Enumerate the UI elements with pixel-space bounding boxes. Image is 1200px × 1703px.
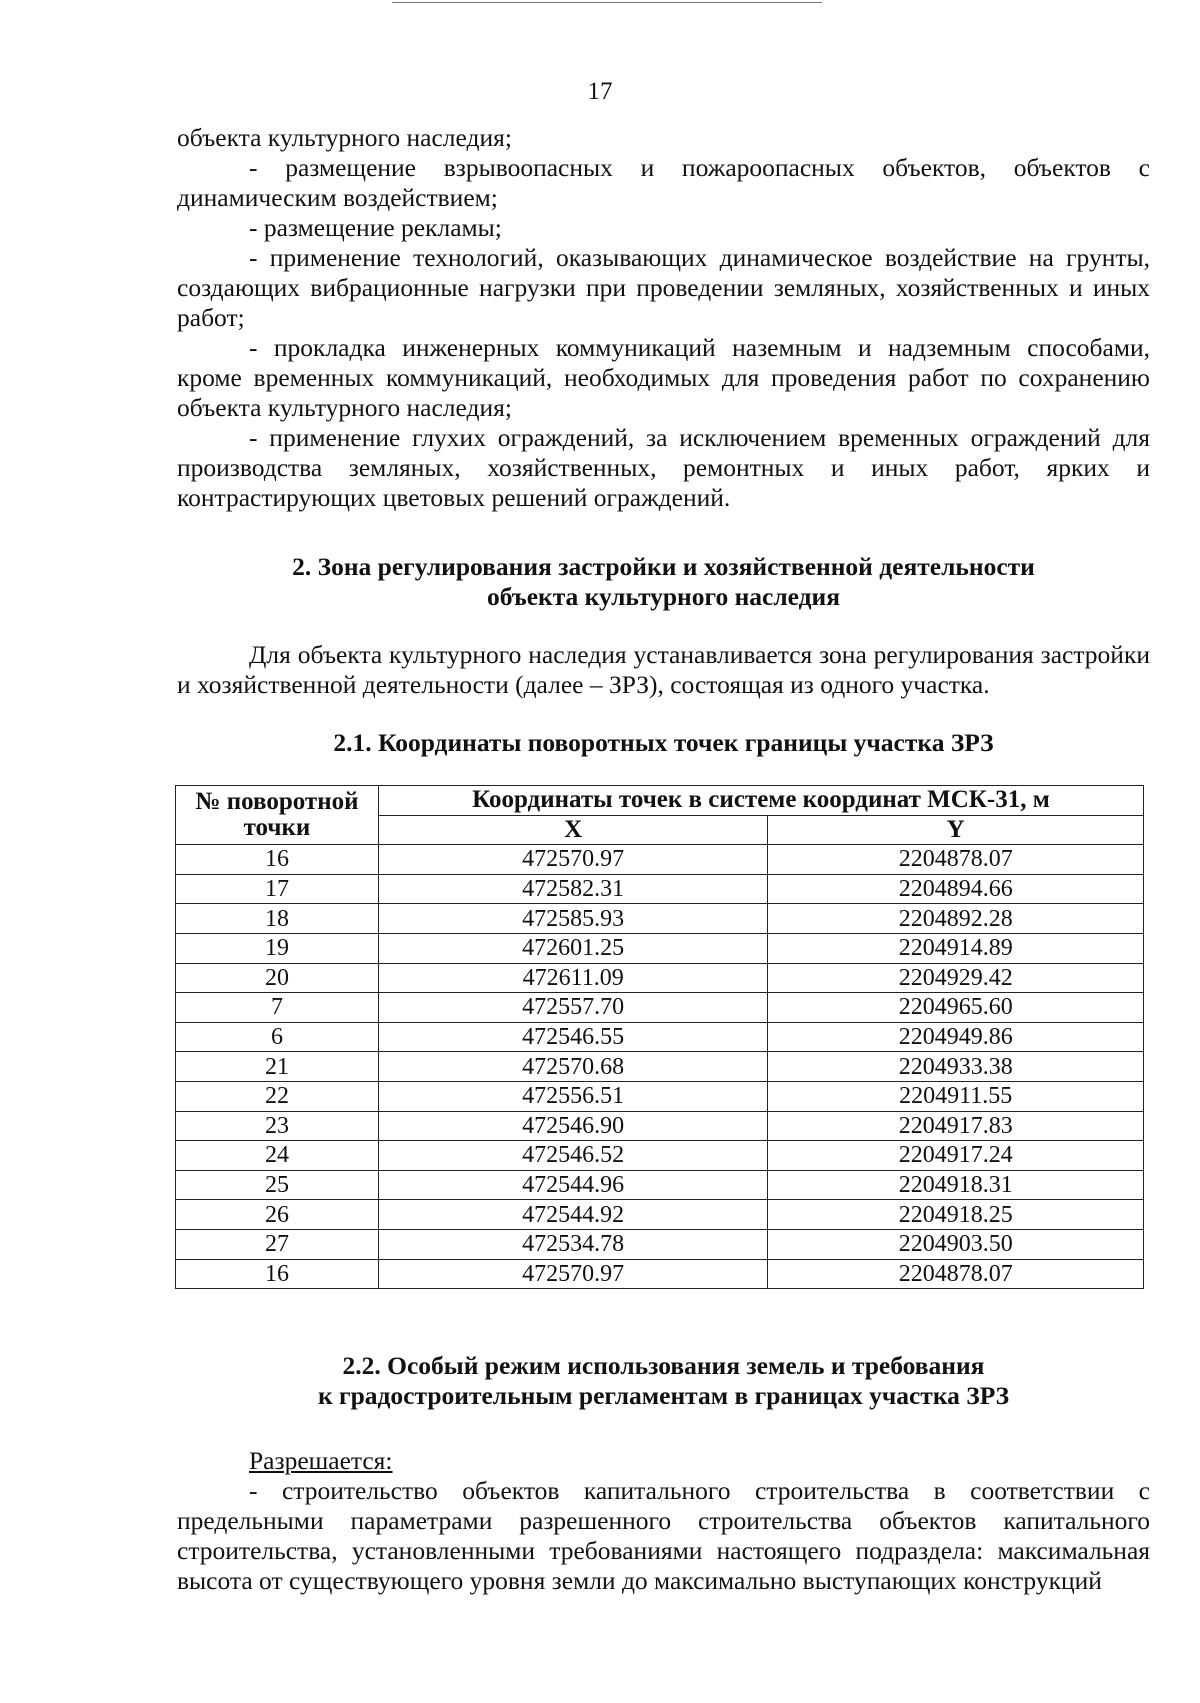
y-cell: 2204917.24 [768,1141,1144,1171]
x-cell: 472546.55 [378,1022,768,1052]
x-cell: 472570.97 [378,1259,768,1289]
allowed-label: Разрешается: [249,1446,393,1475]
section2-intro-block [177,640,1150,700]
point-cell: 19 [176,933,379,963]
header-point-number: № поворотной точки [176,786,379,845]
table-row [176,1022,1144,1052]
point-cell: 24 [176,1141,379,1171]
x-cell: 472585.93 [378,904,768,934]
table-row [176,1052,1144,1082]
table-row [176,963,1144,993]
y-cell: 2204929.42 [768,963,1144,993]
section2-2-heading-line1: 2.2. Особый режим использования земель и требования [342,1351,985,1380]
table-row [176,1081,1144,1111]
header-x: X [378,815,768,845]
point-cell: 7 [176,993,379,1023]
table-row [176,904,1144,934]
y-cell: 2204918.25 [768,1200,1144,1230]
section1-tail [177,123,1150,513]
section2-intro: Для объекта культурного наследия устанавливается зона регулирования застройки и хозяйственной деятельности (далее – ЗРЗ), состоящая из одного участка. [177,640,1150,699]
paragraph: - прокладка инженерных коммуникаций наземным и надземным способами, кроме временных коммуникаций, необходимых для проведения работ по сохранению объекта культурного наследия; [177,333,1150,422]
section2-heading-line1: 2. Зона регулирования застройки и хозяйственной деятельности [292,552,1035,581]
x-cell: 472611.09 [378,963,768,993]
y-cell: 2204892.28 [768,904,1144,934]
point-cell: 25 [176,1170,379,1200]
x-cell: 472570.97 [378,845,768,875]
header-coordinates: Координаты точек в системе координат МСК-31, м [378,786,1143,816]
x-cell: 472601.25 [378,933,768,963]
paragraph: объекта культурного наследия; [177,123,512,152]
y-cell: 2204965.60 [768,993,1144,1023]
paragraph: - размещение рекламы; [249,213,502,242]
table-row [176,1170,1144,1200]
y-cell: 2204894.66 [768,874,1144,904]
table-row [176,874,1144,904]
x-cell: 472582.31 [378,874,768,904]
point-cell: 17 [176,874,379,904]
paragraph: - применение технологий, оказывающих динамическое воздействие на грунты, создающих вибрационные нагрузки при проведении земляных, хозяйственных и иных работ; [177,243,1150,332]
y-cell: 2204918.31 [768,1170,1144,1200]
y-cell: 2204949.86 [768,1022,1144,1052]
top-scan-rule [392,2,822,3]
point-cell: 27 [176,1229,379,1259]
x-cell: 472544.96 [378,1170,768,1200]
point-cell: 26 [176,1200,379,1230]
allowed-paragraph [177,1446,1150,1476]
coordinates-table [175,785,1144,1289]
point-cell: 21 [176,1052,379,1082]
allowed-item: - строительство объектов капитального строительства в соответствии с предельными параметрами разрешенного строительства объектов капитального строительства, установленными требованиями настоящего подраздела: максимальная высота от существующего уровня земли до максимально выступающих конструкций [177,1476,1150,1595]
page-number: 17 [587,78,613,105]
table-header-row [176,786,1144,816]
y-cell: 2204911.55 [768,1081,1144,1111]
x-cell: 472544.92 [378,1200,768,1230]
header-y: Y [768,815,1144,845]
section2-2-heading [177,1351,1150,1411]
table-row [176,1259,1144,1289]
x-cell: 472546.90 [378,1111,768,1141]
point-cell: 22 [176,1081,379,1111]
table-row [176,933,1144,963]
section2-2-body [177,1446,1150,1596]
section2-heading-line2: объекта культурного наследия [486,582,841,611]
paragraph: - размещение взрывоопасных и пожароопасных объектов, объектов с динамическим воздействием; [177,153,1150,212]
point-cell: 16 [176,1259,379,1289]
x-cell: 472570.68 [378,1052,768,1082]
x-cell: 472546.52 [378,1141,768,1171]
y-cell: 2204914.89 [768,933,1144,963]
y-cell: 2204903.50 [768,1229,1144,1259]
table-row [176,1200,1144,1230]
y-cell: 2204917.83 [768,1111,1144,1141]
x-cell: 472556.51 [378,1081,768,1111]
point-cell: 23 [176,1111,379,1141]
y-cell: 2204933.38 [768,1052,1144,1082]
section2-1-heading: 2.1. Координаты поворотных точек границы участка ЗРЗ [333,728,994,757]
x-cell: 472534.78 [378,1229,768,1259]
table-row [176,1111,1144,1141]
point-cell: 20 [176,963,379,993]
point-cell: 16 [176,845,379,875]
table-row [176,993,1144,1023]
point-cell: 18 [176,904,379,934]
y-cell: 2204878.07 [768,1259,1144,1289]
section2-2-heading-line2: к градостроительным регламентам в границах участка ЗРЗ [317,1381,1010,1410]
table-row [176,1141,1144,1171]
table-row [176,1229,1144,1259]
y-cell: 2204878.07 [768,845,1144,875]
paragraph: - применение глухих ограждений, за исключением временных ограждений для производства земляных, хозяйственных, ремонтных и иных работ, ярких и контрастирующих цветовых решений ограждений. [177,423,1150,512]
point-cell: 6 [176,1022,379,1052]
table-row [176,845,1144,875]
section2-heading [177,552,1150,612]
x-cell: 472557.70 [378,993,768,1023]
